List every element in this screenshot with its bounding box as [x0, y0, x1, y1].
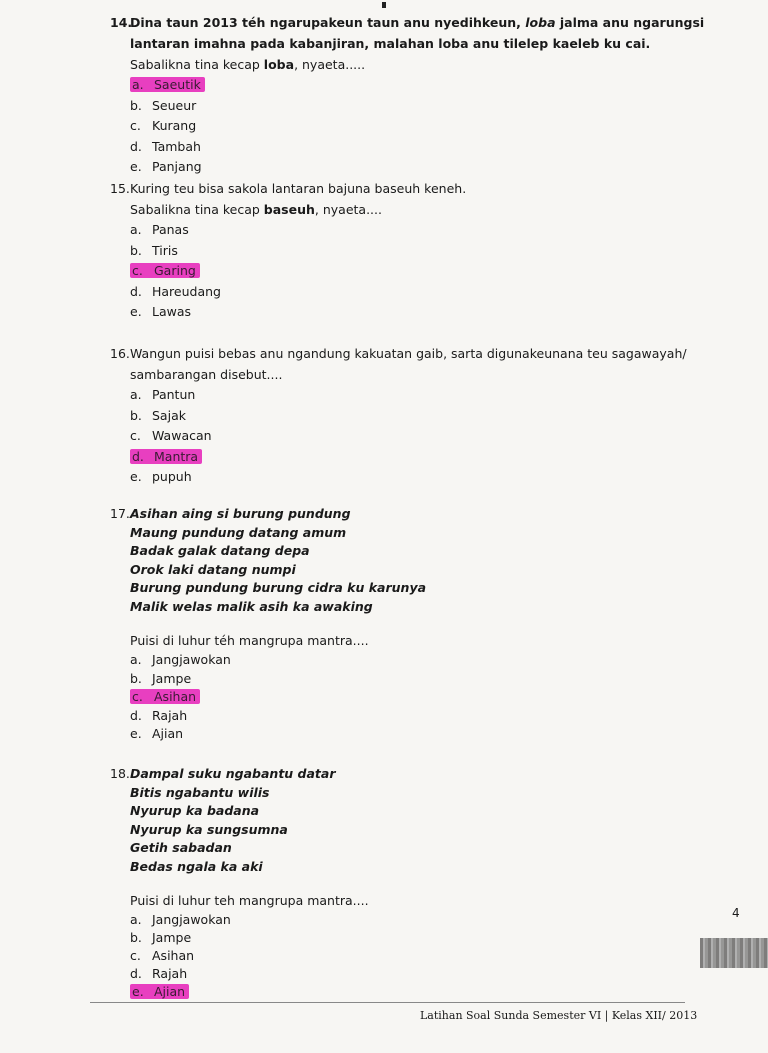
- question-17: [110, 505, 730, 744]
- options-list: [110, 75, 730, 178]
- question-16: 16.Wangun puisi bebas anu ngandung kakuatan gaib, sarta digunakeunana teu sagawayah/ sambarangan disebut.... a. Pantun b. Sajak c. Wawacan d. Mantra e. pupuh: [110, 343, 730, 488]
- option-c: c. Wawacan: [130, 428, 212, 443]
- highlighted-answer: c. Asihan: [130, 689, 200, 704]
- option-a: a. Panas: [130, 222, 189, 237]
- option-a: a. Jangjawokan: [130, 912, 231, 927]
- question-number: 16.: [110, 346, 130, 361]
- option-b: b. Tiris: [130, 242, 178, 258]
- option-e: e. Panjang: [130, 159, 202, 174]
- option-c: c. Asihan: [130, 948, 195, 963]
- question-15-prompt: Sabalikna tina kecap baseuh, nyaeta....: [130, 202, 382, 217]
- option-d: [130, 447, 730, 468]
- option-b: b. Jampe: [130, 670, 192, 686]
- option-a: [130, 75, 730, 96]
- question-number: 17.: [110, 506, 130, 521]
- option-c: c. Kurang: [130, 118, 197, 133]
- option-b: b. Jampe: [130, 930, 192, 945]
- poem: 17.Asihan aing si burung pundung Maung pundung datang amum Badak galak datang depa Orok laki datang numpi Burung pundung burung cidra ku karunya Malik welas malik asih ka awaking: [110, 506, 427, 614]
- option-e: e. pupuh: [130, 469, 192, 484]
- options-list: [110, 220, 730, 323]
- question-18: [110, 765, 730, 1001]
- option-d: d. Hareudang: [130, 283, 221, 299]
- question-16-stem: 16.Wangun puisi bebas anu ngandung kakuatan gaib, sarta digunakeunana teu sagawayah/: [110, 343, 730, 364]
- option-e: e. Ajian: [130, 726, 184, 741]
- question-14-prompt: Sabalikna tina kecap loba, nyaeta.....: [130, 57, 366, 72]
- question-17-prompt: Puisi di luhur téh mangrupa mantra....: [130, 633, 369, 648]
- option-a: a. Jangjawokan: [130, 652, 231, 667]
- question-15: [110, 178, 730, 323]
- option-c: [130, 261, 730, 282]
- option-c: [130, 688, 730, 707]
- highlighted-answer: c. Garing: [130, 263, 200, 278]
- option-b: b. Sajak: [130, 407, 186, 423]
- question-number: 15.: [110, 181, 130, 196]
- footer-divider: [90, 1002, 685, 1003]
- question-15-stem: 15.Kuring teu bisa sakola lantaran bajuna baseuh keneh.: [110, 178, 730, 199]
- option-e: [130, 983, 730, 1001]
- emphasis-word: loba: [525, 15, 556, 30]
- options-list: [110, 911, 730, 1001]
- question-14-stem: 14.Dina taun 2013 téh ngarupakeun taun anu nyedihkeun, loba jalma anu ngarungsi: [110, 12, 730, 33]
- question-number: 14.: [110, 15, 133, 30]
- footer-text: Latihan Soal Sunda Semester VI | Kelas XII/ 2013: [420, 1009, 698, 1022]
- scan-mark: [382, 2, 386, 8]
- option-e: e. Lawas: [130, 304, 192, 319]
- option-d: d. Rajah: [130, 966, 188, 981]
- highlighted-answer: d. Mantra: [130, 449, 202, 464]
- question-18-prompt: Puisi di luhur teh mangrupa mantra....: [130, 893, 369, 908]
- option-a: a. Pantun: [130, 387, 196, 402]
- highlighted-answer: e. Ajian: [130, 984, 189, 999]
- option-d: d. Tambah: [130, 138, 201, 154]
- highlighted-answer: a. Saeutik: [130, 77, 205, 92]
- option-d: d. Rajah: [130, 707, 188, 723]
- question-number: 18.: [110, 766, 130, 781]
- page-number: 4: [732, 906, 740, 920]
- poem: 18.Dampal suku ngabantu datar Bitis ngabantu wilis Nyurup ka badana Nyurup ka sungsumna Getih sabadan Bedas ngala ka aki: [110, 766, 336, 874]
- options-list: [110, 385, 730, 488]
- scan-artifact: [700, 938, 768, 968]
- option-b: b. Seueur: [130, 97, 197, 113]
- question-14: 14.Dina taun 2013 téh ngarupakeun taun anu nyedihkeun, loba jalma anu ngarungsi lantaran imahna pada kabanjiran, malahan loba anu tilelep kaeleb ku cai. Sabalikna tina kecap loba, nyaeta..... a. Saeutik b. Seueur c. Kurang d. Tambah e. Panjang: [110, 12, 730, 178]
- options-list: [110, 651, 730, 744]
